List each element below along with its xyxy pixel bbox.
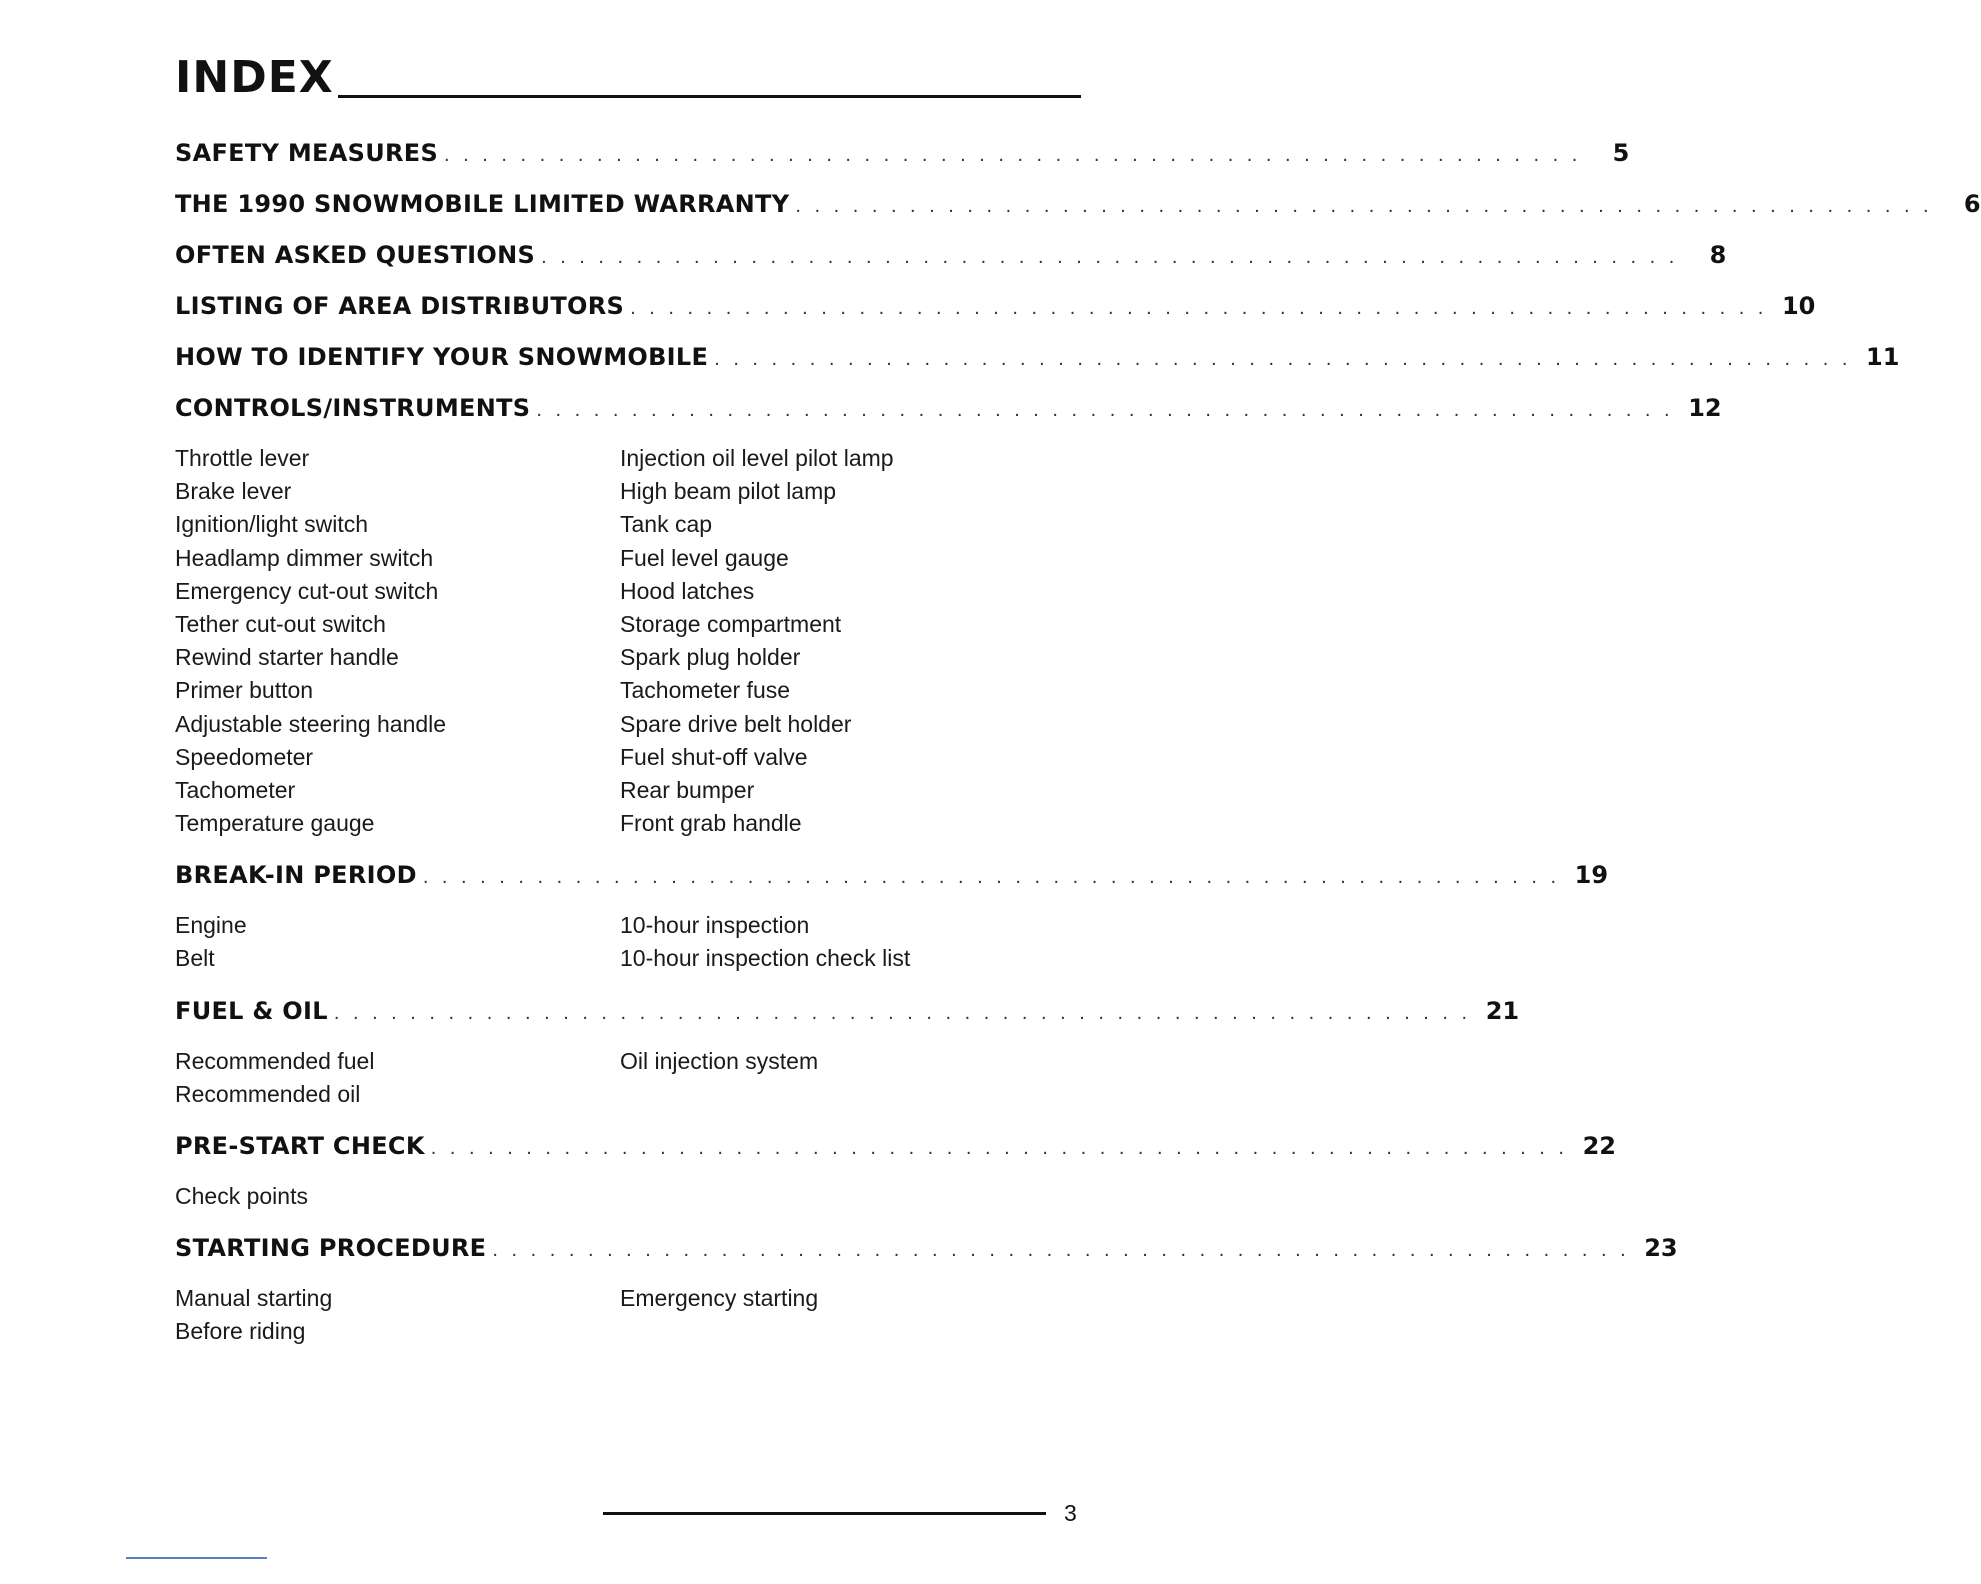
section-list [175,128,1981,1349]
subtopic-item: Oil injection system [620,1047,819,1074]
subtopic-item: Check points [175,1183,308,1209]
index-entry [175,850,1609,901]
section-page-number: 19 [1574,861,1609,890]
section-heading: HOW TO IDENTIFY YOUR SNOWMOBILE [175,343,709,371]
subtopic-item: Injection oil level pilot lamp [620,445,894,471]
dot-leader: . . . . . . . . . . . . . . . . . . . . . . . . . . . . . . . . . . . . . . . . . . . . . . . . . . . . . . . . . . . . [430,1137,1568,1159]
index-section [175,850,1609,975]
index-entry [175,332,1900,383]
dot-leader: . . . . . . . . . . . . . . . . . . . . . . . . . . . . . . . . . . . . . . . . . . . . . . . . . . . . . . . . . . . . [492,1239,1630,1262]
dot-leader: . . . . . . . . . . . . . . . . . . . . . . . . . . . . . . . . . . . . . . . . . . . . . . . . . . . . . . . . . . . . [536,399,1674,421]
dot-leader: . . . . . . . . . . . . . . . . . . . . . . . . . . . . . . . . . . . . . . . . . . . . . . . . . . . . . . . . . . . . [714,348,1852,370]
index-entry [175,986,1520,1037]
index-entry [175,1121,1616,1172]
index-section [175,383,1722,840]
subtopic-item: Tank cap [620,511,713,538]
index-entry [175,281,1816,332]
page-title: INDEX [175,52,334,103]
index-section [175,281,1816,332]
section-heading: THE 1990 SNOWMOBILE LIMITED WARRANTY [175,190,790,218]
index-section [175,986,1520,1111]
subtopic-list [175,442,1081,840]
subtopic-item: Recommended oil [175,1080,361,1107]
section-page-number: 11 [1866,343,1900,371]
subtopic-item: 10-hour inspection [620,912,810,939]
index-section [175,128,1630,179]
subtopic-item: Spark plug holder [620,644,801,671]
title-rule [338,95,1081,98]
dot-leader: . . . . . . . . . . . . . . . . . . . . . . . . . . . . . . . . . . . . . . . . . . . . . . . . . . . . . . . . . . . . [333,1001,1472,1024]
section-page-number: 10 [1781,292,1816,320]
subtopic-item: Headlamp dimmer switch [175,544,434,571]
index-entry [175,128,1630,179]
dot-leader: . . . . . . . . . . . . . . . . . . . . . . . . . . . . . . . . . . . . . . . . . . . . . . . . . . . . . . . . . . . . [541,246,1679,268]
subtopic-item: High beam pilot lamp [620,478,837,505]
section-page-number: 6 [1963,190,1981,218]
index-entry [175,179,1981,230]
section-page-number: 22 [1582,1132,1616,1160]
subtopic-item: Temperature gauge [175,810,375,837]
section-page-number: 8 [1709,241,1727,269]
section-page-number: 12 [1688,394,1722,422]
subtopic-item: Adjustable steering handle [175,710,447,737]
subtopic-item: Tether cut-out switch [175,610,386,637]
subtopic-item: Engine [175,912,247,939]
subtopic-item [620,1078,1081,1111]
subtopic-item: Spare drive belt holder [620,710,852,737]
subtopic-item [620,1315,1081,1348]
subtopic-item [620,1180,1081,1213]
subtopic-item: Rewind starter handle [175,644,399,671]
index-section [175,230,1727,281]
footer [603,1500,1083,1527]
index-section [175,1121,1616,1213]
index-entry [175,1223,1678,1274]
section-heading: LISTING OF AREA DISTRIBUTORS [175,292,625,320]
footer-rule [603,1512,1046,1515]
title-row [175,40,1081,103]
subtopic-item: Tachometer [175,776,296,803]
subtopic-item: Belt [175,945,215,972]
subtopic-item: Front grab handle [620,810,802,837]
index-section [175,332,1900,383]
section-page-number: 5 [1612,139,1630,167]
subtopic-list [175,1180,1081,1213]
section-heading: OFTEN ASKED QUESTIONS [175,241,536,269]
subtopic-item: Emergency cut-out switch [175,577,439,604]
subtopic-item: Fuel level gauge [620,544,789,571]
subtopic-item: Brake lever [175,478,292,505]
index-page [175,40,1981,1359]
subtopic-item: Throttle lever [175,445,310,471]
dot-leader: . . . . . . . . . . . . . . . . . . . . . . . . . . . . . . . . . . . . . . . . . . . . . . . . . . . . . . . . . . . . [444,144,1582,166]
corner-rule [126,1557,267,1559]
subtopic-item: Hood latches [620,577,755,604]
subtopic-item: Speedometer [175,743,314,770]
index-section [175,179,1981,230]
index-entry [175,230,1727,281]
section-heading: CONTROLS/INSTRUMENTS [175,394,531,422]
subtopic-item: Ignition/light switch [175,511,369,538]
dot-leader: . . . . . . . . . . . . . . . . . . . . . . . . . . . . . . . . . . . . . . . . . . . . . . . . . . . . . . . . . . . . [422,866,1561,889]
subtopic-item: Fuel shut-off valve [620,743,808,770]
dot-leader: . . . . . . . . . . . . . . . . . . . . . . . . . . . . . . . . . . . . . . . . . . . . . . . . . . . . . . . . . . . . [795,195,1933,217]
subtopic-list [175,909,1081,975]
subtopic-item: Recommended fuel [175,1047,375,1074]
subtopic-item: Primer button [175,677,314,704]
section-heading: SAFETY MEASURES [175,139,439,167]
subtopic-item: Before riding [175,1318,306,1345]
subtopic-item: Tachometer fuse [620,677,791,704]
section-heading: STARTING PROCEDURE [175,1234,487,1263]
subtopic-item: Manual starting [175,1285,333,1312]
subtopic-list [175,1045,1081,1111]
subtopic-list [175,1282,1081,1348]
index-entry [175,383,1722,434]
dot-leader: . . . . . . . . . . . . . . . . . . . . . . . . . . . . . . . . . . . . . . . . . . . . . . . . . . . . . . . . . . . . [630,297,1768,319]
subtopic-item: Storage compartment [620,610,842,637]
section-page-number: 21 [1485,996,1520,1025]
section-heading: FUEL & OIL [175,996,328,1025]
section-heading: BREAK-IN PERIOD [175,861,417,890]
page-number: 3 [1064,1500,1077,1526]
section-heading: PRE-START CHECK [175,1132,425,1160]
subtopic-item: Emergency starting [620,1285,819,1312]
subtopic-item: 10-hour inspection check list [620,945,911,972]
index-section [175,1223,1678,1348]
subtopic-item: Rear bumper [620,776,755,803]
section-page-number: 23 [1644,1234,1678,1263]
